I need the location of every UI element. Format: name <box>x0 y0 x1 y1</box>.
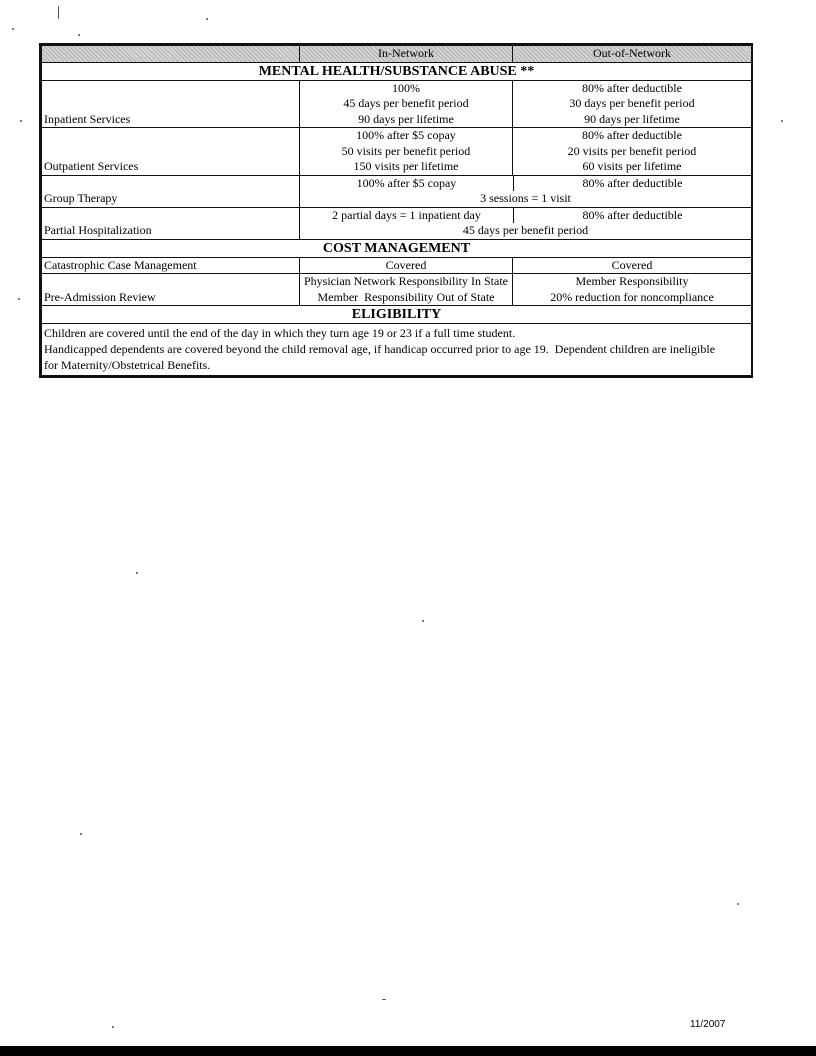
scan-speck <box>80 833 82 835</box>
scan-speck <box>58 6 59 19</box>
label-inpatient-services: Inpatient Services <box>42 80 300 128</box>
scan-speck <box>78 34 80 36</box>
section-mental-health <box>42 62 752 80</box>
section-title-eligibility: ELIGIBILITY <box>42 306 752 324</box>
row-partial-hospitalization <box>42 207 752 239</box>
outpatient-in-line-3: 150 visits per lifetime <box>353 159 459 173</box>
inpatient-in-line-2: 45 days per benefit period <box>343 96 469 110</box>
eligibility-notes <box>42 324 752 376</box>
header-blank-cell <box>42 46 300 63</box>
inpatient-in-line-3: 90 days per lifetime <box>358 111 454 126</box>
footer-date: 11/2007 <box>690 1019 726 1030</box>
group-therapy-values <box>300 175 752 207</box>
outpatient-out-of-network <box>513 128 752 176</box>
scan-speck <box>737 903 739 905</box>
label-outpatient-services: Outpatient Services <box>42 128 300 176</box>
inpatient-out-line-1: 80% after deductible <box>582 80 682 95</box>
pre-admission-out-of-network <box>513 274 752 306</box>
eligibility-line-1: Children are covered until the end of the day in which they turn age 19 or 23 if a full time student. <box>44 326 516 340</box>
scan-speck <box>206 18 208 20</box>
catastrophic-in-network: Covered <box>300 257 513 274</box>
label-group-therapy: Group Therapy <box>42 175 300 207</box>
group-therapy-in-network: 100% after $5 copay <box>300 176 514 192</box>
header-out-of-network: Out-of-Network <box>513 46 752 63</box>
label-pre-admission-review: Pre-Admission Review <box>42 274 300 306</box>
scan-speck <box>20 120 22 122</box>
partial-out-of-network: 80% after deductible <box>582 207 683 222</box>
scan-speck <box>781 120 783 122</box>
outpatient-in-network <box>300 128 513 176</box>
row-pre-admission-review <box>42 274 752 306</box>
section-eligibility <box>42 306 752 324</box>
eligibility-line-3: for Maternity/Obstetrical Benefits. <box>44 358 211 372</box>
partial-hospitalization-values <box>300 207 752 239</box>
row-eligibility-notes <box>42 324 752 376</box>
outpatient-out-line-2: 20 visits per benefit period <box>567 143 697 158</box>
scan-speck <box>382 999 386 1000</box>
pre-admission-out-line-2: 20% reduction for noncompliance <box>550 289 714 304</box>
inpatient-in-network <box>300 80 513 128</box>
scan-speck <box>18 298 20 300</box>
header-in-network: In-Network <box>300 46 513 63</box>
outpatient-out-line-3: 60 visits per lifetime <box>582 159 682 173</box>
inpatient-in-line-1: 100% <box>392 80 420 95</box>
benefits-table-container <box>39 43 753 378</box>
inpatient-out-of-network <box>513 80 752 128</box>
outpatient-in-line-2: 50 visits per benefit period <box>341 143 471 158</box>
inpatient-out-line-2: 30 days per benefit period <box>569 96 695 110</box>
section-title-mental-health: MENTAL HEALTH/SUBSTANCE ABUSE ** <box>42 62 752 80</box>
benefits-table <box>41 45 752 376</box>
row-catastrophic-case-management <box>42 257 752 274</box>
partial-shared: 45 days per benefit period <box>462 223 589 237</box>
row-outpatient-services <box>42 128 752 176</box>
scan-bottom-bar <box>0 1046 816 1056</box>
scan-speck <box>136 572 138 574</box>
column-header-row <box>42 46 752 63</box>
outpatient-out-line-1: 80% after deductible <box>582 128 682 142</box>
partial-in-network: 2 partial days = 1 inpatient day <box>300 208 514 224</box>
group-therapy-shared: 3 sessions = 1 visit <box>480 191 571 205</box>
pre-admission-in-line-2: Member Responsibility Out of State <box>317 289 495 304</box>
scan-speck <box>112 1026 114 1028</box>
inpatient-out-line-3: 90 days per lifetime <box>584 111 680 126</box>
group-therapy-split <box>300 176 751 192</box>
pre-admission-out-line-1: Member Responsibility <box>575 274 689 288</box>
eligibility-line-2: Handicapped dependents are covered beyond the child removal age, if handicap occurred prior to age 19. Dependent children are ineligible <box>44 342 716 356</box>
outpatient-in-line-1: 100% after $5 copay <box>356 128 456 142</box>
label-catastrophic-case-management: Catastrophic Case Management <box>42 257 300 274</box>
pre-admission-in-network <box>300 274 513 306</box>
pre-admission-in-line-1: Physician Network Responsibility In State <box>304 274 508 288</box>
row-group-therapy <box>42 175 752 207</box>
catastrophic-out-of-network: Covered <box>513 257 752 274</box>
scan-speck <box>422 620 424 622</box>
section-cost-management <box>42 239 752 257</box>
section-title-cost-management: COST MANAGEMENT <box>42 239 752 257</box>
partial-hospitalization-split <box>300 208 751 224</box>
group-therapy-out-of-network: 80% after deductible <box>582 175 683 190</box>
label-partial-hospitalization: Partial Hospitalization <box>42 207 300 239</box>
row-inpatient-services <box>42 80 752 128</box>
scan-speck <box>12 28 14 30</box>
